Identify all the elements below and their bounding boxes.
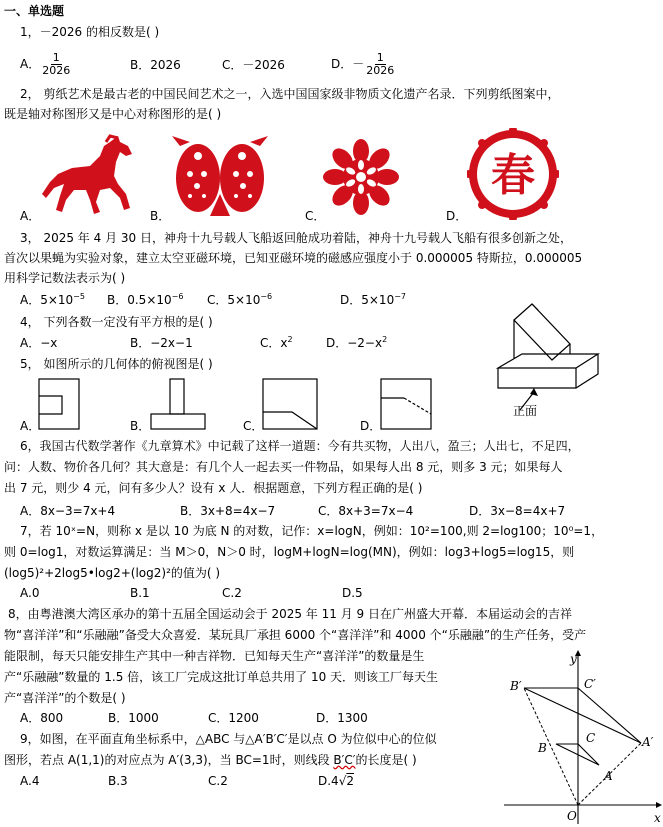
q7-option-c[interactable]: C.2 xyxy=(222,586,242,600)
q2-line2: 既是轴对称图形又是中心对称图形的是( ) xyxy=(4,107,222,121)
q2-option-c[interactable]: C． xyxy=(305,209,326,223)
q7-line3: (log5)²+2log5•log2+(log2)²的值为( ) xyxy=(4,566,221,580)
q8-line1: 8，由粤港澳大湾区承办的第十五届全国运动会于 2025 年 11 月 9 日在广州盛大开幕．本届运动会的吉祥 xyxy=(8,607,572,621)
x-axis-label: x xyxy=(654,811,661,825)
q9-coordinate-figure xyxy=(500,648,663,827)
q1-option-d[interactable]: D．－ $\frac{1}{2026}$ xyxy=(331,51,395,77)
q7-option-d[interactable]: D.5 xyxy=(342,586,363,600)
spring-character: 春 xyxy=(491,150,535,201)
q5-option-b[interactable]: B． xyxy=(130,419,151,433)
q9-line1: 9，如图，在平面直角坐标系中，△ABC 与△A′B′C′是以点 O 为位似中心的位似 xyxy=(20,732,437,746)
horse-papercut-image xyxy=(40,132,135,217)
q8-line5: 产“喜洋洋”的个数是( ) xyxy=(4,691,126,705)
q5-option-a-view xyxy=(38,378,80,430)
q3-option-c[interactable]: C．$5\times 10^{-6}$ xyxy=(207,292,273,307)
q1-stem: 1，－2026 的相反数是( ) xyxy=(20,25,160,39)
q4-option-b[interactable]: B．−2x−1 xyxy=(130,336,193,350)
q4-option-d[interactable]: D．$-2-x^2$ xyxy=(326,335,388,350)
q7-line2: 则 0=log1，对数运算满足：当 M＞0，N＞0 时，logM+logN=log(MN)，例如：log3+log5=log15，则 xyxy=(4,545,575,559)
point-a-label: A xyxy=(604,769,613,783)
y-axis-label: y xyxy=(570,652,577,666)
q4-option-c[interactable]: C．$x^2$ xyxy=(260,335,293,350)
q1-option-a[interactable]: A． $\frac{1}{2026}$ xyxy=(20,51,71,77)
point-b-label: B xyxy=(538,741,547,755)
q8-line3: 能限制，每天只能安排生产其中一种吉祥物．已知每天生产“喜洋洋”的数量是生 xyxy=(4,649,425,663)
q1-option-c[interactable]: C．－2026 xyxy=(222,58,285,72)
q6-option-d[interactable]: D．3x−8=4x+7 xyxy=(469,504,566,518)
q8-option-d[interactable]: D．1300 xyxy=(316,711,368,725)
q5-solid-figure xyxy=(494,300,604,420)
q9-option-c[interactable]: C.2 xyxy=(208,774,228,788)
q3-line3: 用科学记数法表示为( ) xyxy=(4,271,126,285)
q3-option-b[interactable]: B．$0.5\times 10^{-6}$ xyxy=(107,292,184,307)
q2-line1: 2， 剪纸艺术是最古老的中国民间艺术之一，入选中国国家级非物质文化遗产名录．下列剪纸图案中， xyxy=(20,87,560,101)
q6-option-c[interactable]: C．8x+3=7x−4 xyxy=(318,504,414,518)
q4-stem: 4， 下列各数一定没有平方根的是( ) xyxy=(20,315,213,329)
q5-option-b-view xyxy=(150,378,206,430)
q4-option-a[interactable]: A．−x xyxy=(20,336,58,350)
point-bp-label: B′ xyxy=(510,679,522,693)
q9-option-b[interactable]: B.3 xyxy=(108,774,128,788)
point-cp-label: C′ xyxy=(584,677,596,691)
q5-option-d-view xyxy=(380,378,432,430)
q1-option-b[interactable]: B．2026 xyxy=(130,58,181,72)
triangle-apbpcp xyxy=(524,688,641,743)
q6-option-b[interactable]: B．3x+8=4x−7 xyxy=(180,504,276,518)
spring-papercut-image xyxy=(467,128,559,220)
q3-option-a[interactable]: A．$5\times 10^{-5}$ xyxy=(20,292,85,307)
point-ap-label: A′ xyxy=(642,735,654,749)
q3-line2: 首次以果蝇为实验对象，建立太空亚磁环境，已知亚磁环境的磁感应强度小于 0.000005 特斯拉，0.000005 xyxy=(4,251,583,265)
q2-option-d[interactable]: D． xyxy=(446,209,468,223)
q2-option-b[interactable]: B． xyxy=(150,209,171,223)
q2-option-a[interactable]: A． xyxy=(20,209,41,223)
q9-option-d[interactable]: D.4√2 xyxy=(318,774,354,788)
q5-option-c[interactable]: C． xyxy=(243,419,264,433)
q5-option-a[interactable]: A． xyxy=(20,419,41,433)
q7-option-a[interactable]: A.0 xyxy=(20,586,40,600)
q9-line2: 图形，若点 A(1,1)的对应点为 A′(3,3)，当 BC=1时，则线段 B′C′的长度是( ) xyxy=(4,753,417,767)
point-c-label: C xyxy=(586,731,596,745)
q8-line2: 物“喜洋洋”和“乐融融”备受大众喜爱．某玩具厂承担 6000 个“喜洋洋”和 4000 个“乐融融”的生产任务，受产 xyxy=(4,628,587,642)
q5-option-d[interactable]: D． xyxy=(360,419,382,433)
q3-line1: 3， 2025 年 4 月 30 日，神舟十九号载人飞船返回舱成功着陆，神舟十九号载人飞船有很多创新之处， xyxy=(20,231,572,245)
q6-line3: 出 7 元，则少 4 元，问有多少人？设有 x 人．根据题意，下列方程正确的是( ) xyxy=(4,481,423,495)
q3-option-d[interactable]: D．$5\times 10^{-7}$ xyxy=(340,292,406,307)
fish-papercut-image xyxy=(170,134,270,218)
q6-line2: 问：人数、物价各几何？其大意是：有几个人一起去买一件物品，如果每人出 8 元，则多 3 元；如果每人 xyxy=(4,460,563,474)
q8-line4: 产“乐融融”数量的 1.5 倍，该工厂完成这批订单总共用了 10 天．则该工厂每天生 xyxy=(4,670,439,684)
q5-stem: 5， 如图所示的几何体的俯视图是( ) xyxy=(20,357,213,371)
q5-option-c-view xyxy=(262,378,318,430)
section-title: 一、单选题 xyxy=(4,4,65,18)
q8-option-a[interactable]: A．800 xyxy=(20,711,64,725)
q8-option-b[interactable]: B．1000 xyxy=(108,711,159,725)
origin-label: O xyxy=(567,809,577,823)
q6-option-a[interactable]: A．8x−3=7x+4 xyxy=(20,504,116,518)
q8-option-c[interactable]: C．1200 xyxy=(208,711,259,725)
q7-option-b[interactable]: B.1 xyxy=(130,586,150,600)
q9-option-a[interactable]: A.4 xyxy=(20,774,40,788)
q7-line1: 7，若 10ˣ=N，则称 x 是以 10 为底 N 的对数，记作：x=logN，例如：10²=100,则 2=log100；10⁰=1， xyxy=(20,524,604,538)
front-label: 正面 xyxy=(513,404,538,418)
q6-line1: 6，我国古代数学著作《九章算术》中记载了这样一道题：今有共买物，人出八，盈三；人出七，不足四， xyxy=(20,439,580,453)
flower-papercut-image xyxy=(322,138,400,216)
